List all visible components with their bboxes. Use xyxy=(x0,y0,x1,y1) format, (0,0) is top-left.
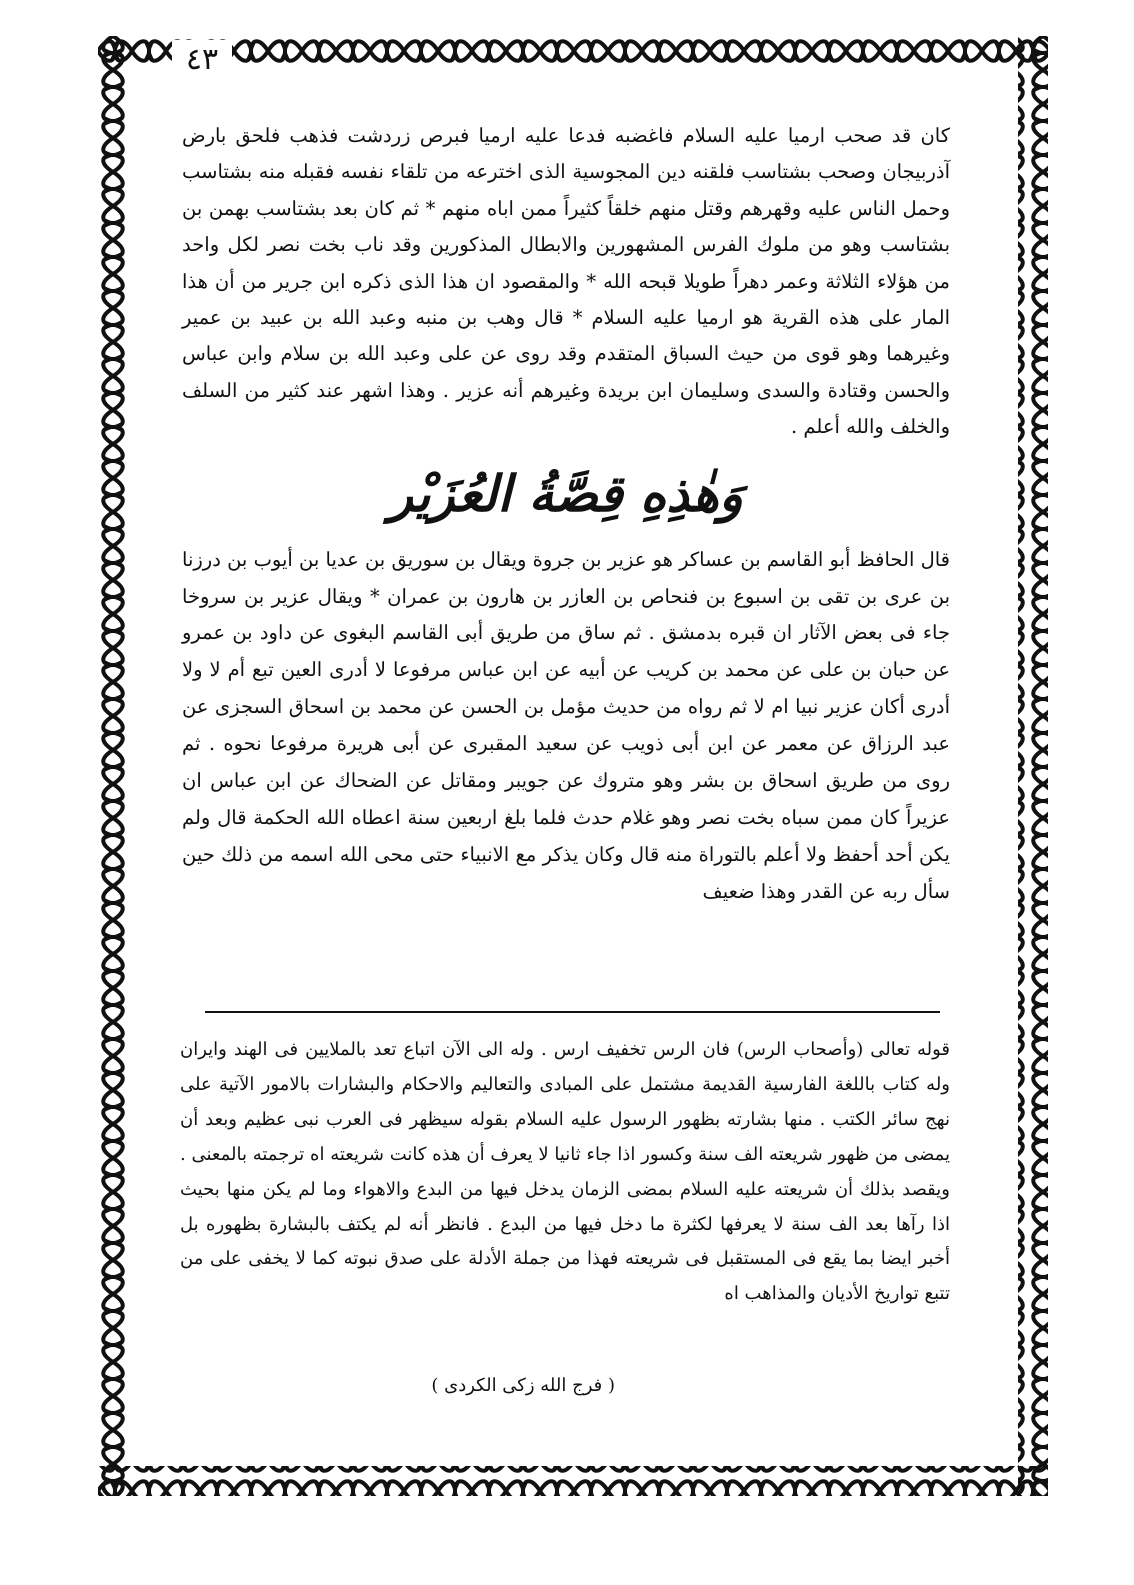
footnote xyxy=(180,1033,950,1312)
section-heading-wrap xyxy=(182,446,950,542)
footnote-separator xyxy=(205,1011,940,1013)
main-paragraph-2 xyxy=(182,542,950,911)
paragraph-text: قال الحافظ أبو القاسم بن عساكر هو عزير بن جروة ويقال بن سوريق بن عديا بن أيوب بن درزنا بن عرى بن تقى بن اسبوع بن فنحاص بن العازر بن هارون بن عمران * ويقال عزير بن سروخا جاء فى بعض الآثار ان قبره بدمشق . ثم ساق من طريق أبى القاسم البغوى عن داود بن عمرو عن حبان بن على عن محمد بن كريب عن أبيه عن ابن عباس مرفوعا لا أدرى العين تبع أم لا ولا أدرى أكان عزير نبيا ام لا ثم رواه من حديث مؤمل بن الحسن عن محمد بن اسحاق السجزى عن عبد الرزاق عن معمر عن ابن أبى ذويب عن سعيد المقبرى عن أبى هريرة مرفوعا نحوه . ثم روى من طريق اسحاق بن بشر وهو متروك عن جويبر ومقاتل عن الضحاك عن ابن عباس ان عزيراً كان ممن سباه بخت نصر وهو غلام حدث فلما بلغ اربعين سنة اعطاه الله الحكمة قال ولم يكن أحد أحفظ ولا أعلم بالتوراة منه قال وكان يذكر مع الانبياء حتى محى الله اسمه من ذلك حين سأل ربه عن القدر وهذا ضعيف xyxy=(182,547,950,903)
section-heading: وَهٰذِهِ قِصَّةُ العُزَيْر xyxy=(388,463,744,523)
footnote-text: قوله تعالى (وأصحاب الرس) فان الرس تخفيف ارس . وله الى الآن اتباع تعد بالملايين فى الهند وايران وله كتاب باللغة الفارسية القديمة مشتمل على المبادى والتعاليم والاحكام والبشارات بالامور الآتية على نهج سائر الكتب . منها بشارته بظهور الرسول عليه السلام بقوله سيظهر فى العرب نبى عظيم وبعد أن يمضى من ظهور شريعته الف سنة وكسور اذا جاء ثانيا لا يعرف أن هذه كانت شريعته اه ترجمته بالمعنى . ويقصد بذلك أن شريعته عليه السلام بمضى الزمان يدخل فيها من البدع والاهواء وما لم يكن منها بحيث اذا رآها بعد الف سنة لا يعرفها لكثرة ما دخل فيها من البدع . فانظر أنه لم يكتف بالبشارة بظهوره بل أخبر ايضا بما يقع فى المستقبل فى شريعته فهذا من جملة الأدلة على صدق نبوته كما لا يخفى على من تتبع تواريخ الأديان والمذاهب اه xyxy=(180,1039,950,1305)
paragraph-text: كان قد صحب ارميا عليه السلام فاغضبه فدعا عليه ارميا فبرص زردشت فذهب فلحق بارض آذربيجان وصحب بشتاسب فلقنه دين المجوسية الذى اخترعه من تلقاء نفسه فقبله منه بشتاسب وحمل الناس عليه وقهرهم وقتل منهم خلقاً كثيراً ممن اباه منهم * ثم كان بعد بشتاسب بهمن بن بشتاسب وهو من ملوك الفرس المشهورين والابطال المذكورين وقد ناب بخت نصر لكل واحد من هؤلاء الثلاثة وعمر دهراً طويلا قبحه الله * والمقصود ان هذا الذى ذكره ابن جرير من أن هذا المار على هذه القرية هو ارميا عليه السلام * قال وهب بن منبه وعبد الله بن عبيد بن عمير وغيرهما وهو قوى من حيث السباق المتقدم وقد روى عن على وعبد الله بن سلام وابن عباس والحسن وقتادة والسدى وسليمان ابن بريدة وغيرهم أنه عزير . وهذا اشهر عند كثير من السلف والخلف والله أعلم . xyxy=(182,124,950,439)
page-number: ٤٣ xyxy=(172,40,232,80)
main-paragraph-1 xyxy=(182,118,950,446)
main-text-block xyxy=(182,118,950,911)
footnote-signature: ( فرج الله زكى الكردى ) xyxy=(431,1375,615,1396)
